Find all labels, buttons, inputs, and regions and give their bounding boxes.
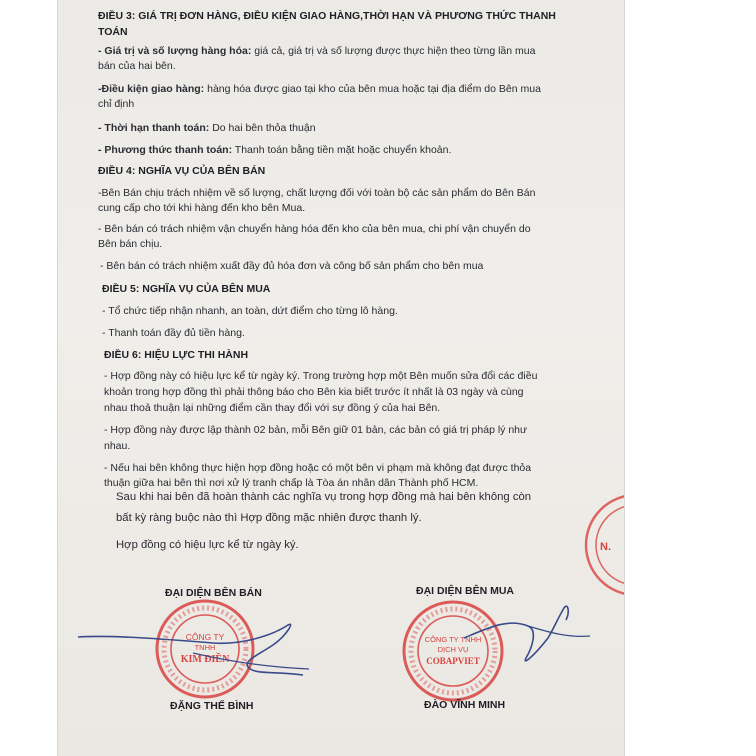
article-4-item-1: -Bên Bán chịu trách nhiệm về số lượng, chất lượng đối với toàn bộ các sản phẩm do Bên Bán (98, 187, 536, 199)
article-4-heading: ĐIỀU 4: NGHĨA VỤ CỦA BÊN BÁN (98, 165, 266, 177)
article-6-heading: ĐIỀU 6: HIỆU LỰC THI HÀNH (104, 349, 249, 361)
article-5-heading: ĐIỀU 5: NGHĨA VỤ CỦA BÊN MUA (102, 283, 271, 295)
article-6-item-1: - Hợp đồng này có hiệu lực kể từ ngày ký. Trong trường hợp một Bên muốn sửa đổi các điều (104, 370, 538, 382)
partial-stamp-right (578, 490, 624, 600)
article-6-item-1-cont-b: nhau thoả thuận lại những điểm cần thay đổi với sự đồng ý của hai Bên. (104, 402, 441, 414)
article-4-item-3: - Bên bán có trách nhiệm xuất đầy đủ hóa đơn và công bố sản phẩm cho bên mua (100, 260, 484, 272)
buyer-representative-name: ĐÀO VĨNH MINH (424, 699, 506, 711)
article-3-item-delivery (98, 82, 541, 97)
article-4-item-2-cont: Bên bán chịu. (98, 238, 163, 250)
article-3-item-payment-method (98, 143, 451, 158)
seller-representative-title: ĐẠI DIỆN BÊN BÁN (165, 587, 262, 599)
article-6-item-2-cont: nhau. (104, 440, 131, 452)
buyer-stamp-line-1: CÔNG TY TNHH (424, 635, 482, 644)
article-6-item-3-cont: thuận giữa hai bên thì nơi xử lý tranh chấp là Tòa án nhân dân Thành phố HCM. (104, 477, 479, 489)
seller-stamp-line-3: KIM ĐIỀN (180, 654, 230, 665)
article-3-item-value (98, 44, 535, 59)
liquidation-clause-cont: bất kỳ ràng buộc nào thì Hợp đồng mặc nhiên được thanh lý. (116, 512, 422, 524)
article-3-item-payment-term (98, 121, 316, 136)
article-3-heading: ĐIỀU 3: GIÁ TRỊ ĐƠN HÀNG, ĐIỀU KIỆN GIAO HÀNG,THỜI HẠN VÀ PHƯƠNG THỨC THANH (98, 10, 556, 22)
article-5-item-2: - Thanh toán đầy đủ tiền hàng. (102, 327, 245, 339)
item-text: giá cả, giá trị và số lượng được thực hiện theo từng lần mua (251, 45, 536, 57)
article-3-item-delivery-cont: chỉ định (98, 98, 135, 110)
seller-stamp-line-1: CÔNG TY (185, 632, 225, 642)
buyer-stamp-line-3: COBAPVIET (426, 656, 480, 666)
item-text: Thanh toán bằng tiền mặt hoặc chuyển khoản. (232, 144, 452, 156)
item-label: - Thời hạn thanh toán: (98, 122, 210, 134)
item-text: hàng hóa được giao tại kho của bên mua hoặc tại địa điểm do Bên mua (204, 83, 541, 95)
item-text: Do hai bên thỏa thuận (209, 122, 316, 134)
item-label: - Giá trị và số lượng hàng hóa: (98, 45, 252, 57)
seller-signature (73, 605, 313, 685)
item-label: - Phương thức thanh toán: (98, 144, 233, 156)
item-label: -Điều kiện giao hàng: (98, 83, 205, 95)
partial-stamp-text: N. (600, 541, 611, 553)
seller-stamp-line-2: TNHH (194, 643, 216, 652)
article-6-item-2: - Hợp đồng này được lập thành 02 bản, mỗi Bên giữ 01 bản, các bản có giá trị pháp lý như (104, 424, 528, 436)
article-3-item-value-cont: bán của hai bên. (98, 60, 176, 72)
article-6-item-3: - Nếu hai bên không thực hiện hợp đồng hoặc có một bên vi phạm mà không đạt được thỏa (104, 462, 532, 474)
buyer-representative-title: ĐẠI DIỆN BÊN MUA (416, 585, 515, 597)
seller-representative-name: ĐẶNG THẾ BÌNH (170, 700, 254, 712)
article-4-item-1-cont: cung cấp cho tới khi hàng đến kho bên Mua. (98, 202, 306, 214)
article-6-item-1-cont-a: khoản trong hợp đồng thì phải thông báo cho Bên kia biết trước ít nhất là 03 ngày và cùng (104, 386, 524, 398)
buyer-stamp-line-2: DỊCH VỤ (437, 645, 469, 654)
buyer-signature (458, 598, 598, 678)
article-3-heading-cont: TOÁN (98, 26, 128, 38)
effective-date-clause: Hợp đồng có hiệu lực kể từ ngày ký. (116, 539, 299, 551)
contract-page (58, 0, 624, 756)
liquidation-clause: Sau khi hai bên đã hoàn thành các nghĩa vụ trong hợp đồng mà hai bên không còn (116, 491, 532, 503)
article-5-item-1: - Tổ chức tiếp nhận nhanh, an toàn, dứt điểm cho từng lô hàng. (102, 305, 398, 317)
article-4-item-2: - Bên bán có trách nhiệm vận chuyển hàng hóa đến kho của bên mua, chi phí vận chuyển do (98, 223, 531, 235)
